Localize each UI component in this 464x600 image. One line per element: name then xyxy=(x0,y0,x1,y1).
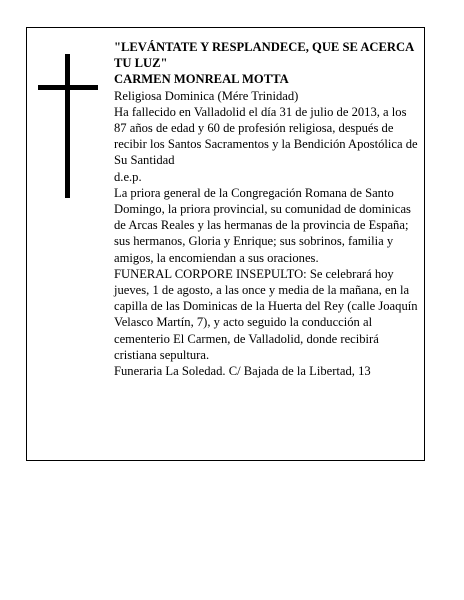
cross-vertical-bar xyxy=(65,54,70,198)
rip-text: d.e.p. xyxy=(114,169,142,184)
cross-horizontal-bar xyxy=(38,85,98,90)
obituary-text xyxy=(114,39,420,379)
deceased-name: CARMEN MONREAL MOTTA xyxy=(114,72,289,87)
family-message: La priora general de la Congregación Romana de Santo Domingo, la priora provincial, su comunidad de dominicas de Arcas Reales y las hermanas de la provincia de España; sus hermanos, Gloria y Enrique; sus sobrinos, familia y amigos, la encomiendan a sus oraciones. xyxy=(114,185,411,265)
funeral-details: FUNERAL CORPORE INSEPULTO: Se celebrará hoy jueves, 1 de agosto, a las once y media de la mañana, en la capilla de las Dominicas de la Huerta del Rey (calle Joaquín Velasco Martín, 7), y acto seguido la conducción al cementerio El Carmen, de Valladolid, donde recibirá cristiana sepultura. xyxy=(114,266,418,362)
funeral-home: Funeraria La Soledad. C/ Bajada de la Libertad, 13 xyxy=(114,364,371,379)
deceased-title: Religiosa Dominica (Mére Trinidad) xyxy=(114,88,299,103)
cross-icon xyxy=(38,54,98,198)
death-announcement: Ha fallecido en Valladolid el día 31 de julio de 2013, a los 87 años de edad y 60 de profesión religiosa, después de recibir los Santos Sacramentos y la Bendición Apostólica de Su Santidad xyxy=(114,104,418,168)
notice-heading: "LEVÁNTATE Y RESPLANDECE, QUE SE ACERCA TU LUZ" xyxy=(114,40,414,71)
